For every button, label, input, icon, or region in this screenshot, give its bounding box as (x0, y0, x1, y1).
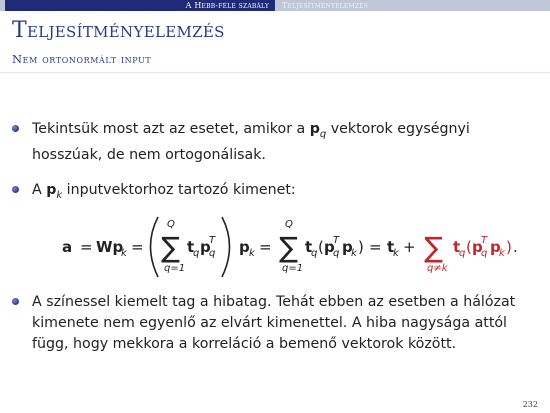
nav-section-hebb[interactable]: A Hebb-féle szabály (5, 0, 275, 11)
bullet-3-text: A színessel kiemelt tag a hibatag. Tehát ebben az esetben a hálózat kimenete nem egyenlő az elvárt kimenettel. A hiba nagysága attól függ, hogy mekkora a korreláció a bemenő vektorok között. (32, 294, 516, 352)
svg-text:q: q (311, 248, 318, 259)
svg-text:t: t (387, 238, 395, 256)
svg-text:∑: ∑ (279, 231, 298, 264)
svg-text:k: k (249, 248, 255, 259)
svg-text:): ) (506, 238, 512, 256)
page-number: 232 (522, 400, 538, 409)
svg-text:+: + (403, 238, 416, 256)
svg-text:): ) (358, 238, 364, 256)
svg-text:p: p (342, 238, 353, 256)
frame-subtitle: Nem ortonormált input (12, 52, 152, 66)
svg-text:t: t (305, 238, 313, 256)
svg-text:(: ( (466, 238, 472, 256)
svg-text:T: T (481, 235, 488, 246)
svg-text:(: ( (318, 238, 324, 256)
bullet-1-subscript: q (319, 128, 327, 140)
frame-title: Teljesítményelemzés (12, 18, 225, 43)
svg-text:q: q (193, 248, 200, 259)
bullet-2-text-pre: A (32, 182, 47, 198)
navigation-bar (0, 0, 550, 11)
bullet-2-text-post: inputvektorhoz tartozó kimenet: (62, 182, 296, 198)
svg-text:p: p (200, 238, 211, 256)
bullet-item-2 (32, 180, 532, 206)
svg-text:t: t (187, 238, 195, 256)
svg-text:q=1: q=1 (164, 263, 186, 274)
bullet-1-text-pre: Tekintsük most azt az esetet, amikor a (32, 121, 310, 137)
bullet-icon (12, 298, 19, 305)
svg-text:p: p (239, 238, 250, 256)
svg-text:Q: Q (167, 219, 175, 230)
bullet-icon (12, 125, 19, 132)
svg-text:T: T (333, 235, 340, 246)
bullet-icon (12, 186, 19, 193)
bullet-1-symbol: p (309, 121, 320, 137)
svg-text:Q: Q (285, 219, 293, 230)
svg-text:q=1: q=1 (282, 263, 304, 274)
output-equation (0, 205, 550, 285)
svg-text:p: p (324, 238, 335, 256)
svg-text:q: q (333, 248, 340, 259)
svg-text:p: p (472, 238, 483, 256)
svg-text:t: t (453, 238, 461, 256)
bullet-2-subscript: k (56, 189, 63, 201)
svg-text:T: T (209, 235, 216, 246)
svg-text:∑: ∑ (424, 231, 443, 264)
svg-text:k: k (499, 248, 505, 259)
svg-text:Wp: Wp (96, 238, 124, 256)
svg-text:=: = (369, 238, 382, 256)
svg-text:a: a (62, 238, 73, 256)
title-divider (0, 72, 550, 73)
svg-text:=: = (259, 238, 272, 256)
svg-text:p: p (490, 238, 501, 256)
svg-text:q: q (459, 248, 466, 259)
svg-text:q: q (209, 248, 216, 259)
svg-text:k: k (393, 248, 399, 259)
svg-text:=: = (80, 238, 93, 256)
bullet-item-1 (32, 119, 532, 166)
nav-section-performance[interactable]: Teljesítményelemzés (275, 0, 550, 11)
bullet-2-symbol: p (46, 182, 57, 198)
svg-text:q: q (481, 248, 488, 259)
error-sum-lower-limit: q≠k (427, 263, 448, 274)
svg-text:k: k (351, 248, 357, 259)
svg-text:=: = (131, 238, 144, 256)
svg-text:k: k (121, 248, 127, 259)
svg-text:∑: ∑ (161, 231, 180, 264)
bullet-item-3 (32, 292, 532, 355)
bullet-1-text-post: vektorok egységnyi hosszúak, de nem ortogonálisak. (32, 121, 470, 163)
svg-text:.: . (513, 238, 518, 256)
